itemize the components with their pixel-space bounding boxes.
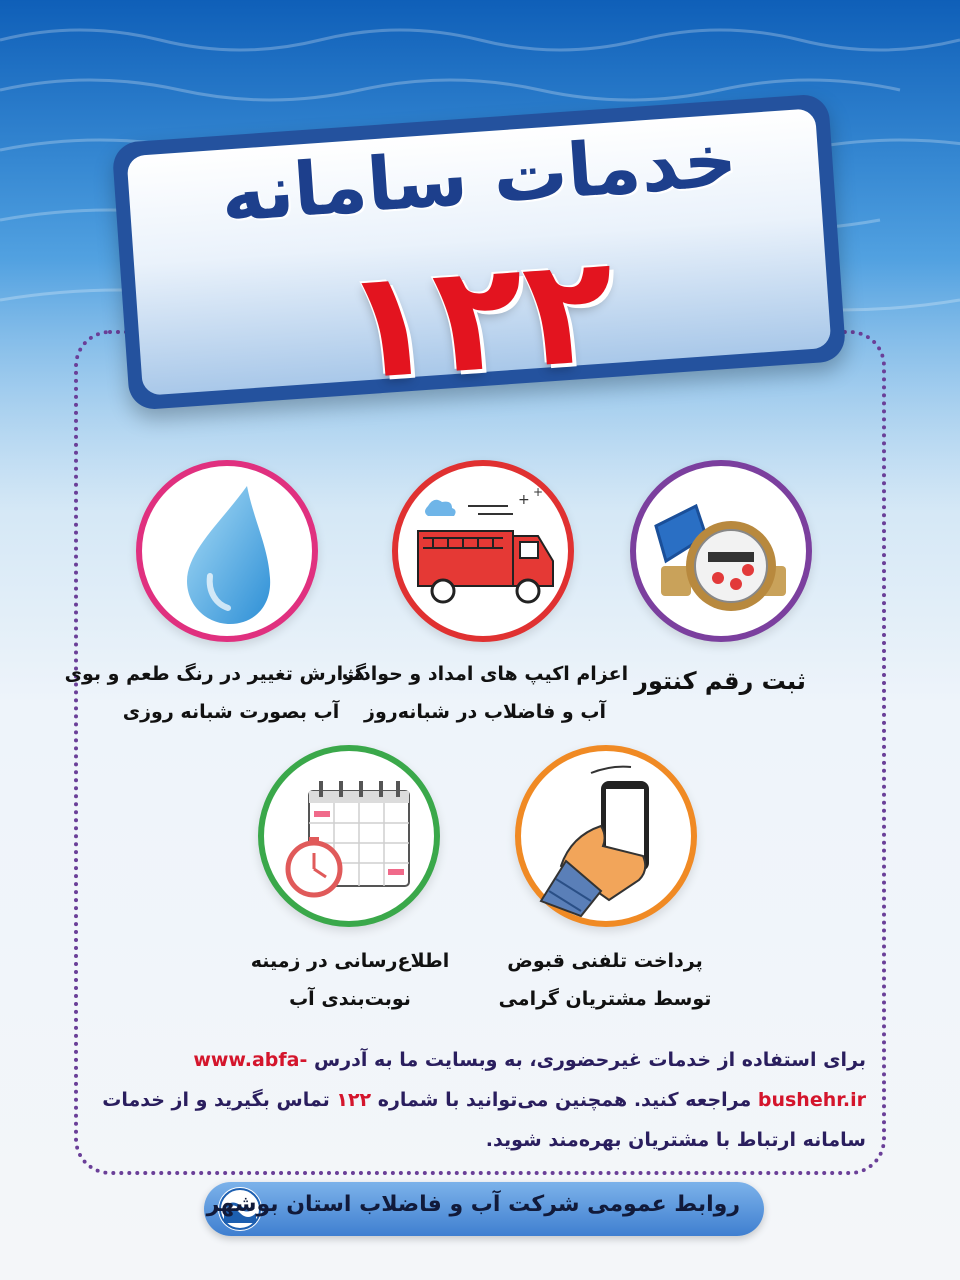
fire-truck-icon xyxy=(398,466,568,636)
water-meter-circle xyxy=(630,460,812,642)
service-label-line: آب و فاضلاب در شبانه‌روز xyxy=(364,701,606,723)
info-text: تماس بگیرید و از خدمات سامانه ارتباط با مشتریان بهره‌مند شوید. xyxy=(102,1089,866,1151)
water-drop-circle xyxy=(136,460,318,642)
service-label-line: ثبت رقم کنتور xyxy=(634,667,806,695)
calendar-clock-icon xyxy=(264,751,434,921)
phone-number: ۱۲۲ xyxy=(336,1089,372,1111)
info-text: برای استفاده از خدمات غیرحضوری، به وبسایت ما به آدرس xyxy=(314,1049,866,1071)
service-label-line: گزارش تغییر در رنگ طعم و بوی xyxy=(64,663,366,685)
service-label-line: پرداخت تلفنی قبوض xyxy=(507,950,703,972)
service-label-line: توسط مشتریان گرامی xyxy=(498,988,712,1010)
service-label-emergency xyxy=(340,655,630,731)
website-link[interactable]: www.abfa-bushehr.ir xyxy=(193,1049,866,1111)
water-meter-icon xyxy=(636,466,806,636)
service-label-scheduling xyxy=(230,942,470,1018)
fire-truck-circle xyxy=(392,460,574,642)
page-title: خدمات سامانه xyxy=(218,117,740,239)
footer-bar xyxy=(204,1182,764,1236)
footer-text: روابط عمومی شرکت آب و فاضلاب استان بوشهر xyxy=(206,1192,740,1217)
service-number: ۱۲۲ xyxy=(337,222,621,414)
scheduling-circle xyxy=(258,745,440,927)
service-label-line: نوبت‌بندی آب xyxy=(289,988,411,1010)
svg-text:+: + xyxy=(533,485,544,499)
phone-in-hand-icon xyxy=(521,751,691,921)
svg-text:+: + xyxy=(518,492,530,508)
info-text: مراجعه کنید. همچنین می‌توانید با شماره xyxy=(377,1089,752,1111)
service-label-line: آب بصورت شبانه روزی xyxy=(122,701,340,723)
service-label-line: اعزام اکیپ های امداد و حوادث xyxy=(341,663,629,685)
service-label-water-quality xyxy=(64,655,366,731)
service-label-line: اطلاع‌رسانی در زمینه xyxy=(250,950,450,972)
service-label-meter xyxy=(600,662,840,700)
info-paragraph xyxy=(96,1040,866,1160)
water-drop-icon xyxy=(142,466,312,636)
phone-payment-circle xyxy=(515,745,697,927)
service-label-phone-payment xyxy=(470,942,740,1018)
